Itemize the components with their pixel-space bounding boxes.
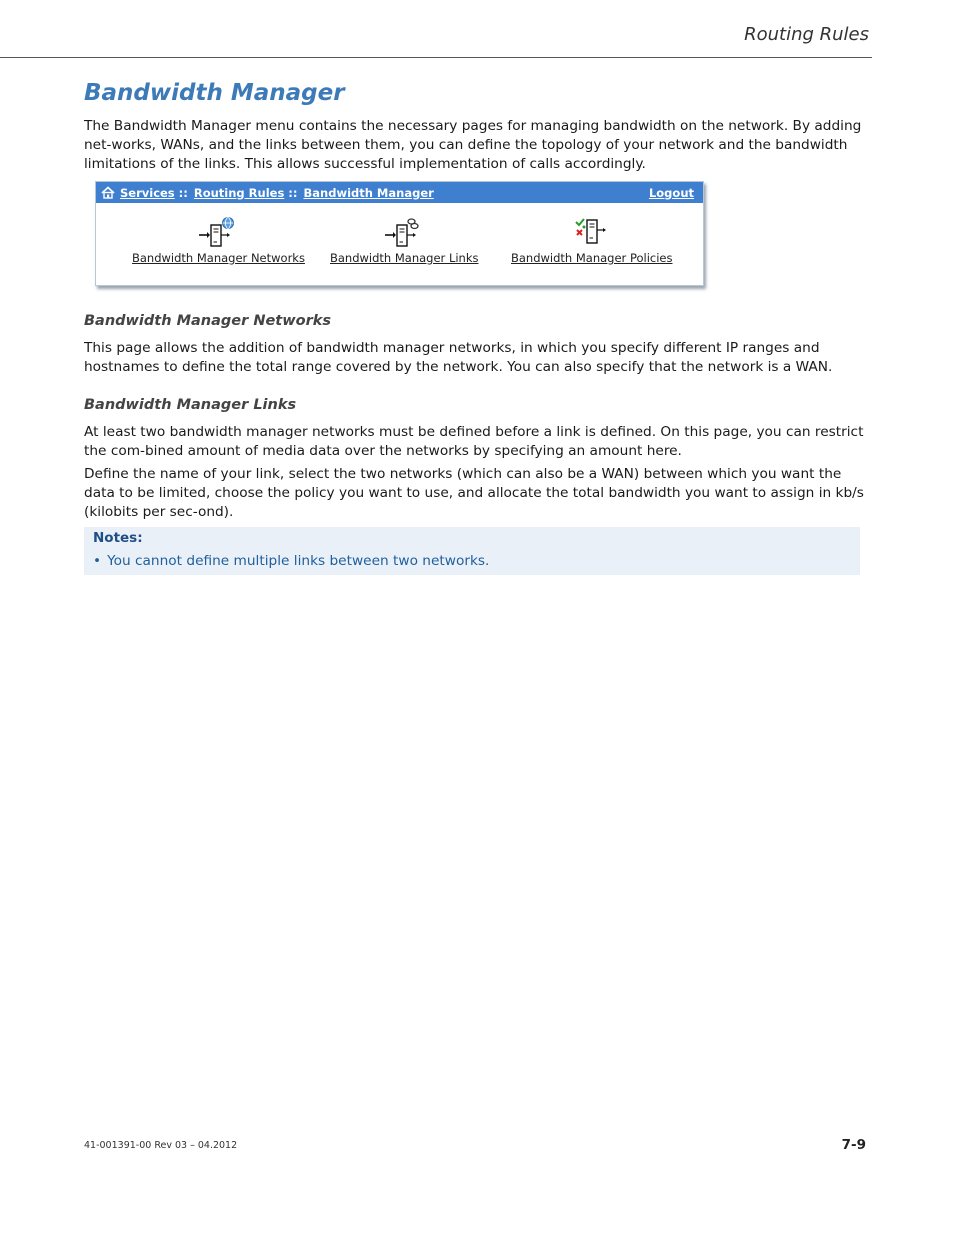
header-divider [0, 57, 872, 58]
page-title: Bandwidth Manager [84, 80, 345, 106]
intro-paragraph: The Bandwidth Manager menu contains the necessary pages for managing bandwidth on the network. By adding net-works, WANs, and the links between them, you can define the topology of your network and the bandwidth limitations of the links. This allows successful implementation of calls accordingly. [84, 118, 862, 172]
menu-items [96, 203, 703, 285]
footer-document-id: 41-001391-00 Rev 03 – 04.2012 [84, 1140, 238, 1151]
notes-box [84, 527, 860, 575]
menu-item-label: Bandwidth Manager Networks [132, 251, 305, 265]
section-title-networks: Bandwidth Manager Networks [84, 313, 332, 329]
header-title: Routing Rules [744, 24, 869, 45]
menu-item-label: Bandwidth Manager Policies [511, 251, 673, 265]
notes-item-text: You cannot define multiple links between two networks. [107, 553, 490, 569]
links-paragraph-2: Define the name of your link, select the two networks (which can also be a WAN) between which you want the data to be limited, choose the policy you want to use, and allocate the total bandwidth you want to assign in kb/s (kilobits per sec-ond). [84, 466, 864, 520]
section-title-links: Bandwidth Manager Links [84, 397, 297, 413]
breadcrumb-services[interactable]: Services [120, 185, 175, 200]
breadcrumb-separator: :: [178, 185, 188, 200]
menu-item-bandwidth-manager-links[interactable] [330, 217, 478, 265]
notes-title: Notes: [93, 530, 143, 546]
breadcrumb-bandwidth-manager[interactable]: Bandwidth Manager [303, 185, 434, 200]
network-globe-icon [198, 217, 238, 247]
breadcrumb-separator: :: [288, 185, 298, 200]
breadcrumb-bar [96, 182, 703, 203]
menu-item-label: Bandwidth Manager Links [330, 251, 479, 265]
footer-page-number: 7-9 [841, 1137, 866, 1153]
menu-item-bandwidth-manager-networks[interactable] [132, 217, 305, 265]
link-chain-icon [384, 217, 424, 247]
links-paragraph-1: At least two bandwidth manager networks must be defined before a link is defined. On this page, you can restrict the com-bined amount of media data over the networks by specifying an amount here. [84, 424, 864, 459]
policy-check-icon [572, 217, 612, 247]
logout-link[interactable]: Logout [648, 186, 694, 200]
networks-paragraph: This page allows the addition of bandwidth manager networks, in which you specify different IP ranges and hostnames to define the total range covered by the network. You can also specify that the network is a WAN. [84, 340, 833, 375]
menu-item-bandwidth-manager-policies[interactable] [511, 217, 672, 265]
bandwidth-manager-menu-screenshot [95, 181, 704, 286]
bullet-marker: • [93, 553, 102, 569]
breadcrumb-routing-rules[interactable]: Routing Rules [193, 185, 285, 200]
notes-list-item [93, 553, 489, 569]
home-icon[interactable] [101, 186, 115, 199]
